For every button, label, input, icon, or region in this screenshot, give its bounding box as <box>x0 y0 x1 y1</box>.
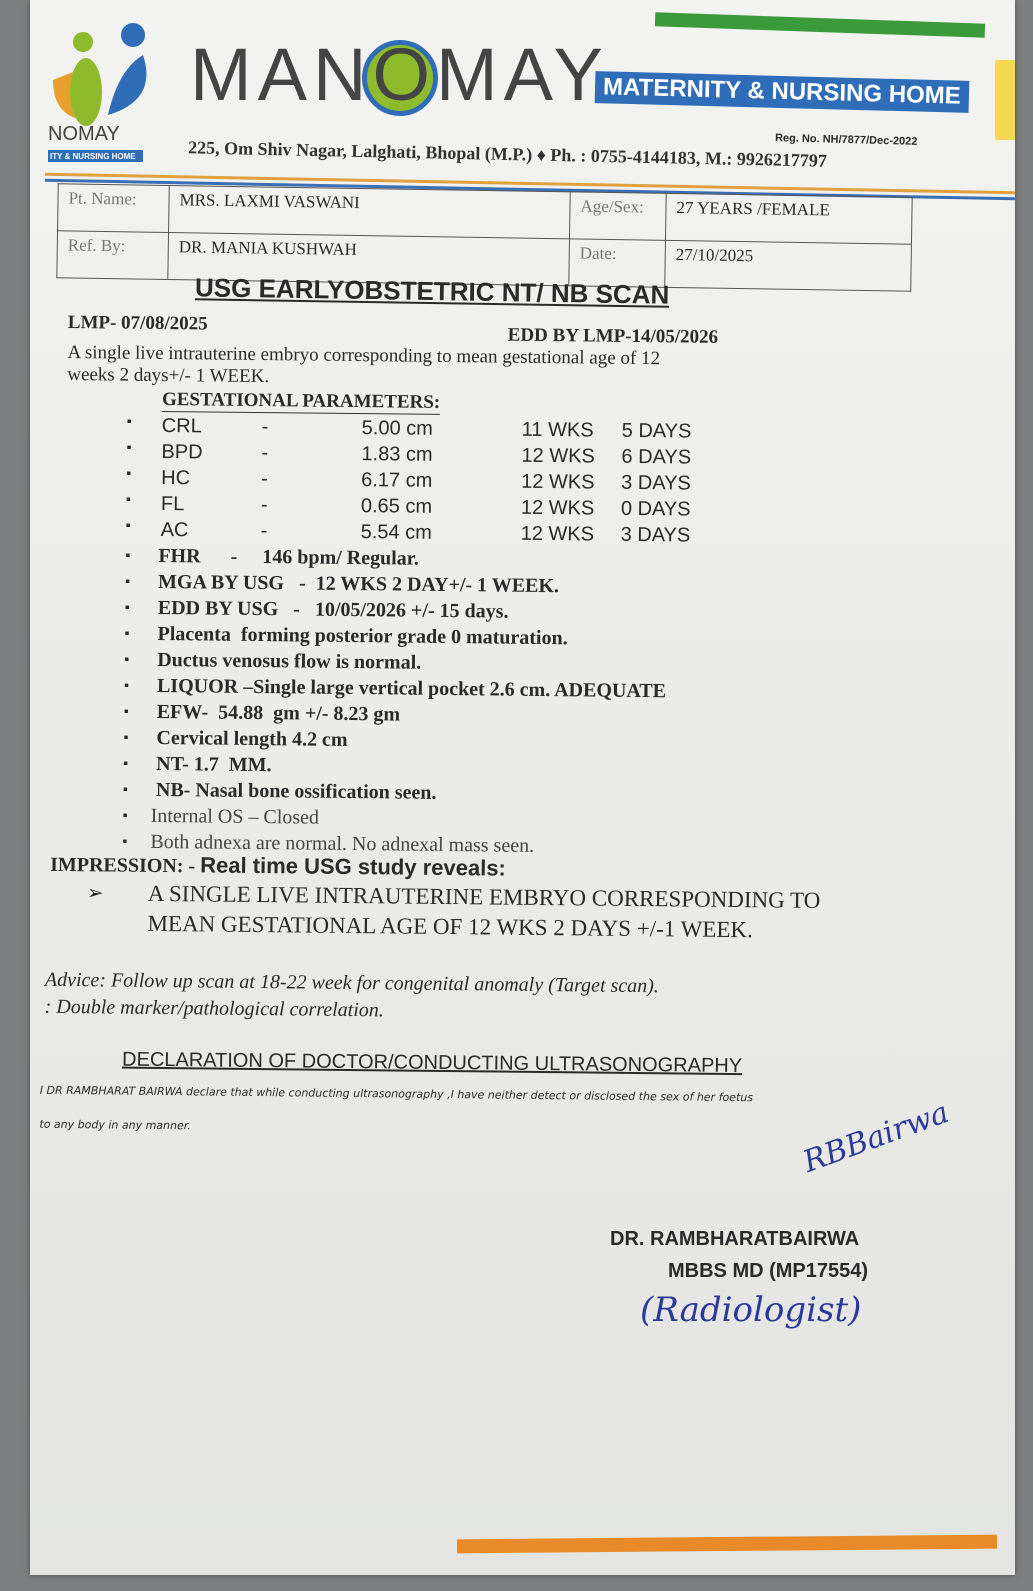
bullet-icon: ▪ <box>123 704 129 720</box>
impression-label-text: IMPRESSION: - <box>50 853 196 878</box>
dash: - <box>261 416 269 439</box>
finding-item: Internal OS – Closed <box>150 804 320 829</box>
svg-text:ITY & NURSING HOME: ITY & NURSING HOME <box>50 152 136 161</box>
finding-item: EFW- 54.88 gm +/- 8.23 gm <box>156 700 401 726</box>
bullet-icon: ▪ <box>123 678 130 694</box>
report-paper <box>30 0 1015 1575</box>
manomay-logo <box>48 20 178 170</box>
bullet-icon: ▪ <box>124 652 130 668</box>
name-label: Pt. Name: <box>58 184 170 233</box>
param-days: 3 DAYS <box>621 471 691 495</box>
bullet-icon: ▪ <box>126 414 132 430</box>
impression-line: A SINGLE LIVE INTRAUTERINE EMBRYO CORRESPONDING TO <box>147 880 821 913</box>
param-value: 6.17 cm <box>361 469 433 492</box>
ref-label: Ref. By: <box>57 231 169 280</box>
param-name: CRL <box>161 414 202 438</box>
yellow-tab <box>995 60 1015 140</box>
signature-mark: RBBairwa <box>798 1095 954 1180</box>
bullet-icon: ▪ <box>126 466 132 482</box>
handwritten-title: (Radiologist) <box>640 1290 862 1330</box>
agesex-label: Age/Sex: <box>569 192 666 241</box>
finding-item: Cervical length 4.2 cm <box>156 726 348 751</box>
param-value: 1.83 cm <box>361 443 433 466</box>
impression-lead: Real time USG study reveals: <box>200 852 506 881</box>
orange-band <box>457 1535 997 1554</box>
param-weeks: 12 WKS <box>521 470 595 494</box>
advice-line: : Double marker/pathological correlation. <box>44 995 384 1022</box>
bullet-icon: ▪ <box>125 492 132 508</box>
svg-text:NOMAY: NOMAY <box>48 123 120 145</box>
bullet-icon: ▪ <box>125 518 131 534</box>
brand-name: MANOMAY <box>190 33 609 116</box>
param-name: AC <box>160 518 189 542</box>
green-band <box>655 12 985 38</box>
patient-agesex: 27 YEARS /FEMALE <box>665 193 912 244</box>
param-weeks: 12 WKS <box>520 522 595 546</box>
dash: - <box>261 468 268 491</box>
dash: - <box>260 494 268 517</box>
intro-line: A single live intrauterine embryo corresponding to mean gestational age of 12 <box>67 341 661 370</box>
tagline: MATERNITY & NURSING HOME <box>595 71 970 113</box>
finding-item: NB- Nasal bone ossification seen. <box>155 778 437 804</box>
reg-no: Reg. No. NH/7877/Dec-2022 <box>774 132 918 148</box>
ref-doctor: DR. MANIA KUSHWAH <box>168 233 570 286</box>
declaration-title: DECLARATION OF DOCTOR/CONDUCTING ULTRASONOGRAPHY <box>121 1048 743 1078</box>
report-title: USG EARLYOBSTETRIC NT/ NB SCAN <box>194 272 670 310</box>
brand-block <box>190 32 609 117</box>
doctor-qualification: MBBS MD (MP17554) <box>668 1260 869 1282</box>
declaration-text: to any body in any manner. <box>39 1117 191 1133</box>
finding-item: Both adnexa are normal. No adnexal mass seen. <box>150 830 535 857</box>
param-days: 0 DAYS <box>620 497 691 521</box>
param-days: 3 DAYS <box>620 523 691 547</box>
param-days: 5 DAYS <box>621 419 692 443</box>
bullet-icon: ▪ <box>123 756 129 772</box>
finding-item: LIQUOR –Single large vertical pocket 2.6 cm. ADEQUATE <box>156 674 667 703</box>
dash: - <box>261 442 269 465</box>
bullet-icon: ▪ <box>124 600 130 616</box>
finding-item: MGA BY USG - 12 WKS 2 DAY+/- 1 WEEK. <box>157 570 560 598</box>
finding-item: Ductus venosus flow is normal. <box>157 648 422 674</box>
bullet-icon: ▪ <box>125 574 131 590</box>
bullet-icon: ▪ <box>125 548 131 564</box>
impression-line: MEAN GESTATIONAL AGE OF 12 WKS 2 DAYS +/-1 WEEK. <box>147 910 753 943</box>
params-heading: GESTATIONAL PARAMETERS: <box>161 388 441 413</box>
bullet-icon: ▪ <box>122 834 128 850</box>
declaration-text: I DR RAMBHARAT BAIRWA declare that while conducting ultrasonography ,I have neither detect or disclosed the sex of her foetus <box>39 1083 754 1105</box>
param-days: 6 DAYS <box>621 445 692 469</box>
doctor-name: DR. RAMBHARATBAIRWA <box>610 1228 860 1250</box>
finding-item: EDD BY USG - 10/05/2026 +/- 15 days. <box>157 596 509 623</box>
param-value: 5.54 cm <box>360 521 432 544</box>
edd-lmp: EDD BY LMP-14/05/2026 <box>507 324 719 348</box>
finding-item: NT- 1.7 MM. <box>156 752 272 777</box>
param-name: FL <box>160 492 185 516</box>
patient-name: MRS. LAXMI VASWANI <box>169 186 571 239</box>
arrow-icon: ➢ <box>86 882 104 905</box>
bullet-icon: ▪ <box>122 808 128 824</box>
finding-item: FHR - 146 bpm/ Regular. <box>158 544 419 570</box>
bullet-icon: ▪ <box>122 782 128 798</box>
param-value: 0.65 cm <box>360 495 433 518</box>
bullet-icon: ▪ <box>123 730 129 746</box>
param-weeks: 12 WKS <box>521 444 595 468</box>
param-name: BPD <box>161 440 203 464</box>
address: 225, Om Shiv Nagar, Lalghati, Bhopal (M.P.) ♦ Ph. : 0755-4144183, M.: 9926217797 <box>187 137 828 171</box>
param-weeks: 11 WKS <box>521 418 594 442</box>
impression-label <box>50 851 506 882</box>
bullet-icon: ▪ <box>124 626 130 642</box>
lmp: LMP- 07/08/2025 <box>67 311 208 335</box>
report-date: 27/10/2025 <box>665 240 912 291</box>
param-name: HC <box>161 466 191 490</box>
finding-item: Placenta forming posterior grade 0 maturation. <box>157 622 568 650</box>
bullet-icon: ▪ <box>126 440 132 456</box>
date-label: Date: <box>569 239 666 288</box>
patient-info-table <box>56 183 912 291</box>
dash: - <box>260 520 268 543</box>
param-weeks: 12 WKS <box>520 496 595 520</box>
param-value: 5.00 cm <box>361 417 434 440</box>
intro-line: weeks 2 days+/- 1 WEEK. <box>67 363 270 388</box>
advice-line: Advice: Follow up scan at 18-22 week for congenital anomaly (Target scan). <box>44 968 659 998</box>
